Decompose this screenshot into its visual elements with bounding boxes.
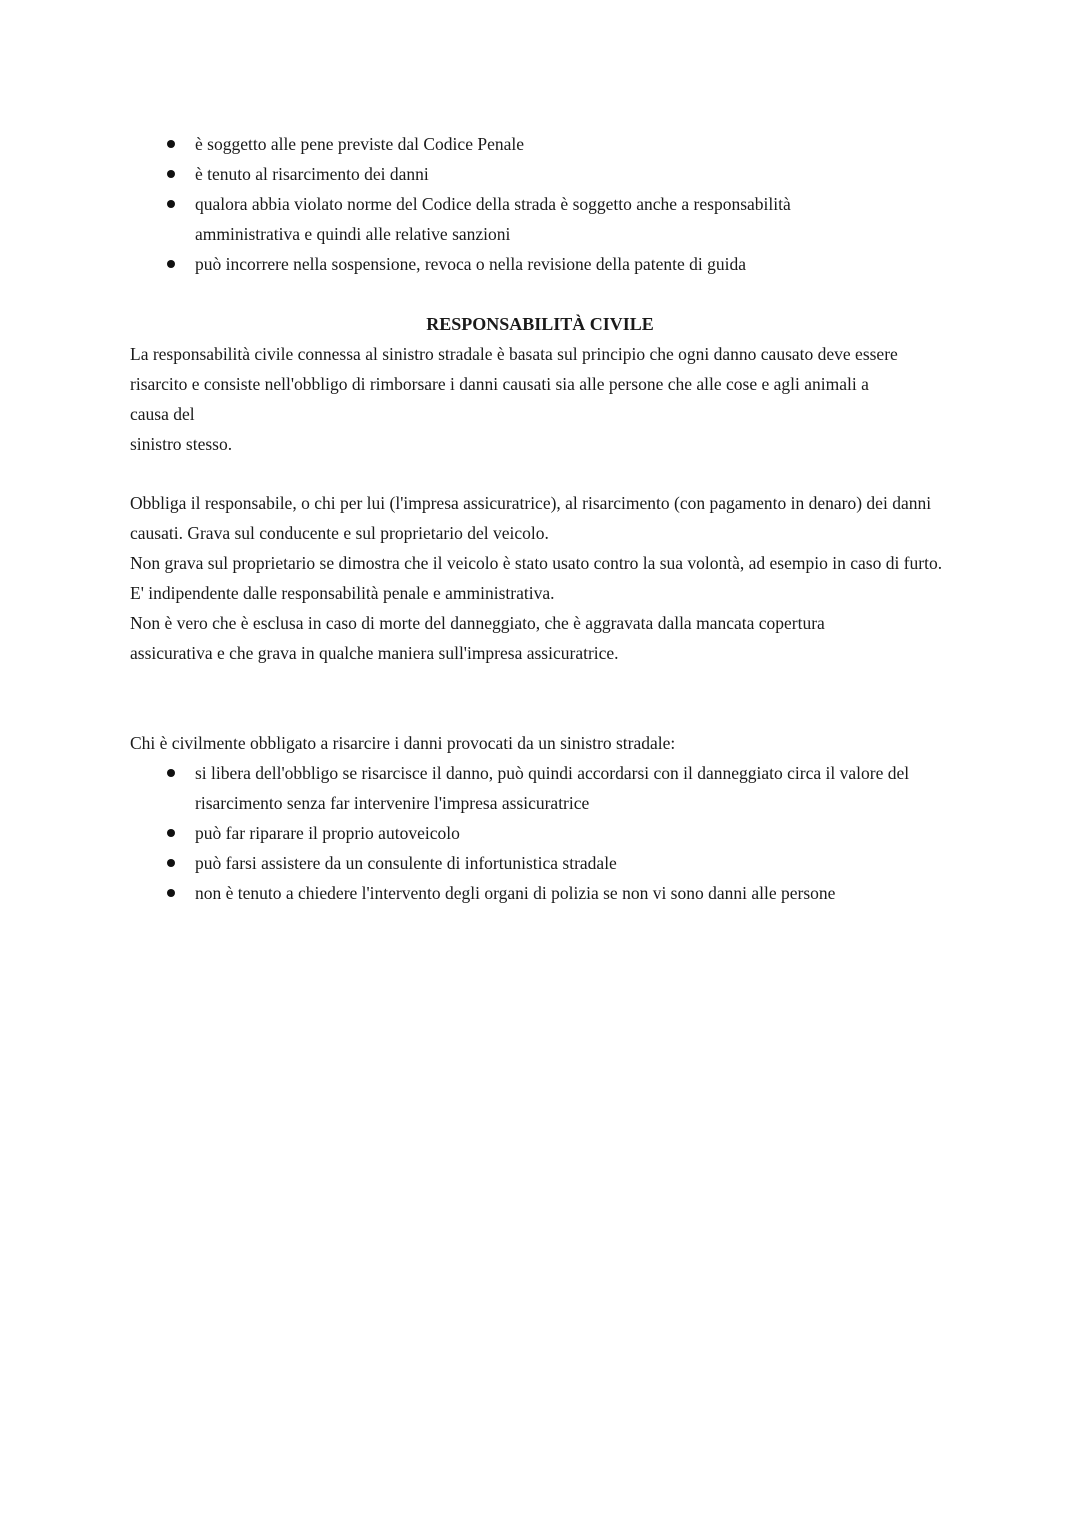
paragraph: Obbliga il responsabile, o chi per lui (l'impresa assicuratrice), al risarcimento (con pagamento in denaro) dei danni causati. Grava sul conducente e sul proprietario del veicolo. bbox=[130, 493, 932, 543]
list-item: può far riparare il proprio autoveicolo bbox=[130, 818, 950, 848]
intro-paragraph: La responsabilità civile connessa al sinistro stradale è basata sul principio che ogni danno causato deve essere risarcito e consiste nell'obbligo di rimborsare i danni causati sia alle persone che alle cose e agli animali a causa del sinistro stesso. bbox=[130, 344, 898, 454]
list-item: è soggetto alle pene previste dal Codice Penale bbox=[130, 129, 950, 159]
obligations-list bbox=[130, 758, 950, 908]
list-item: è tenuto al risarcimento dei danni bbox=[130, 159, 950, 189]
bullet-icon bbox=[167, 260, 175, 268]
bullet-icon bbox=[167, 859, 175, 867]
civil-liability-details bbox=[130, 488, 950, 668]
bullet-icon bbox=[167, 769, 175, 777]
bullet-icon bbox=[167, 889, 175, 897]
paragraph: E' indipendente dalle responsabilità penale e amministrativa. bbox=[130, 583, 555, 603]
bullet-icon bbox=[167, 170, 175, 178]
list-item: si libera dell'obbligo se risarcisce il danno, può quindi accordarsi con il danneggiato circa il valore del risarcimento senza far intervenire l'impresa assicuratrice bbox=[130, 758, 950, 818]
bullet-icon bbox=[167, 200, 175, 208]
bullet-icon bbox=[167, 140, 175, 148]
paragraph: Non grava sul proprietario se dimostra che il veicolo è stato usato contro la sua volontà, ad esempio in caso di furto. bbox=[130, 553, 943, 573]
section-heading: RESPONSABILITÀ CIVILE bbox=[426, 314, 654, 334]
list-item: qualora abbia violato norme del Codice della strada è soggetto anche a responsabilità amministrativa e quindi alle relative sanzioni bbox=[130, 189, 950, 249]
bullet-icon bbox=[167, 829, 175, 837]
obligations-intro: Chi è civilmente obbligato a risarcire i danni provocati da un sinistro stradale: bbox=[130, 733, 676, 753]
list-item: può farsi assistere da un consulente di infortunistica stradale bbox=[130, 848, 950, 878]
paragraph: Non è vero che è esclusa in caso di morte del danneggiato, che è aggravata dalla mancata copertura assicurativa e che grava in qualche maniera sull'impresa assicuratrice. bbox=[130, 613, 825, 663]
list-item: può incorrere nella sospensione, revoca o nella revisione della patente di guida bbox=[130, 249, 950, 279]
list-item: non è tenuto a chiedere l'intervento degli organi di polizia se non vi sono danni alle persone bbox=[130, 878, 950, 908]
penal-consequences-list bbox=[130, 129, 950, 279]
